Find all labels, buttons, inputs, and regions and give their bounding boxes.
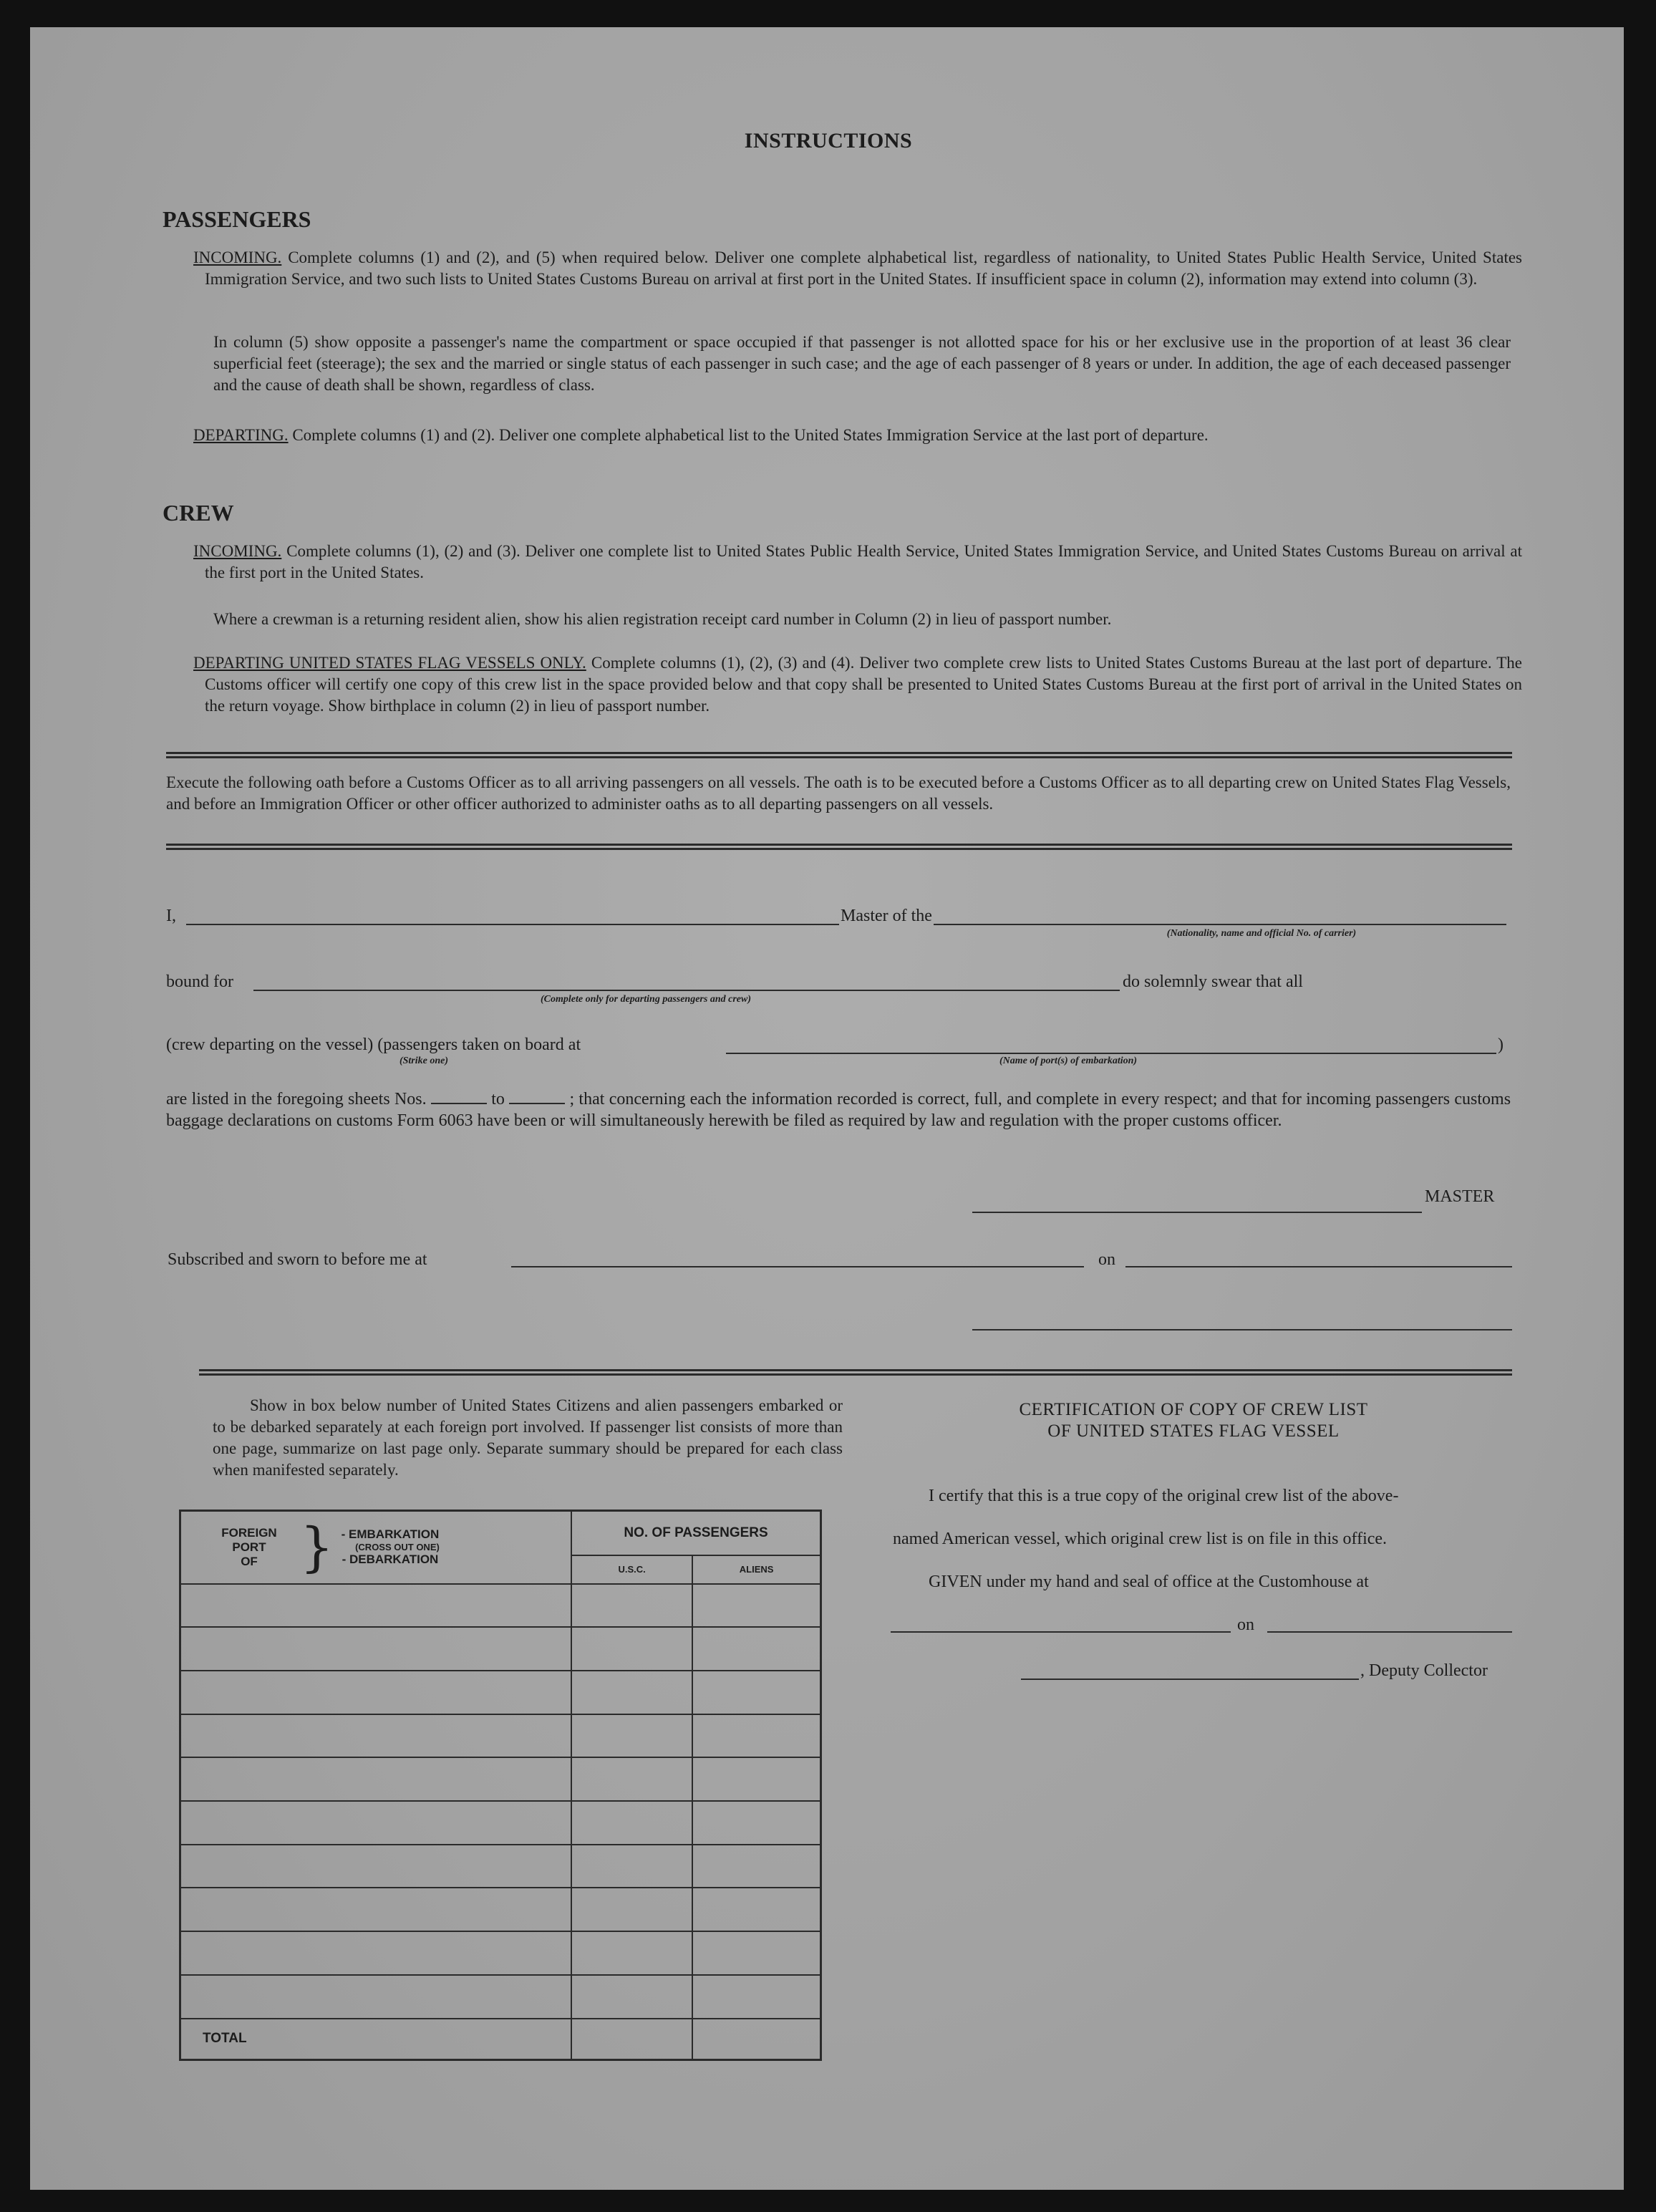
total-row bbox=[180, 2019, 821, 2060]
master-name-field[interactable] bbox=[186, 924, 839, 925]
table-row[interactable] bbox=[180, 1671, 821, 1714]
oath-to-text: to bbox=[491, 1090, 505, 1109]
master-label: MASTER bbox=[1425, 1187, 1495, 1206]
section-heading-crew: CREW bbox=[163, 500, 234, 526]
on-label: on bbox=[1098, 1250, 1115, 1269]
passengers-column5-paragraph: In column (5) show opposite a passenger's name the compartment or space occupied if that passenger is not allotted space for his or her exclusive use in the proportion of at least 36 clear superficial feet (steerage); the sex and the married or single status of each passenger in such case; and the age of each passenger of 8 years or under. In addition, the age of each deceased passenger and the cause of death shall be shown, regardless of class. bbox=[213, 333, 1511, 394]
strike-one-caption: (Strike one) bbox=[399, 1056, 449, 1066]
sworn-date-field[interactable] bbox=[1125, 1266, 1512, 1267]
carrier-field[interactable] bbox=[934, 924, 1506, 925]
master-of-the-label: Master of the bbox=[841, 907, 932, 925]
divider-3 bbox=[199, 1369, 1512, 1376]
crew-incoming-paragraph bbox=[193, 541, 1522, 584]
passengers-incoming-paragraph bbox=[193, 247, 1522, 290]
certification-heading-line-1: CERTIFICATION OF COPY OF CREW LIST bbox=[1019, 1400, 1368, 1419]
table-row[interactable] bbox=[180, 1627, 821, 1671]
cross-out-one-label: (CROSS OUT ONE) bbox=[355, 1542, 440, 1553]
passengers-departing-paragraph bbox=[193, 425, 1522, 446]
crew-passengers-strike-label: (crew departing on the vessel) (passengers taken on board at bbox=[166, 1035, 581, 1054]
do-solemnly-swear-label: do solemnly swear that all bbox=[1123, 972, 1303, 991]
debarkation-label: - DEBARKATION bbox=[342, 1552, 439, 1567]
oath-body-paragraph bbox=[166, 1088, 1511, 1131]
usc-header: U.S.C. bbox=[571, 1555, 692, 1584]
foreign-port-label-1: FOREIGN bbox=[221, 1525, 277, 1540]
bound-for-caption: (Complete only for departing passengers and crew) bbox=[541, 994, 751, 1005]
passenger-summary-table bbox=[179, 1510, 822, 2061]
divider-2 bbox=[166, 844, 1512, 850]
brace-icon: } bbox=[300, 1516, 334, 1578]
certify-given-line: GIVEN under my hand and seal of office at the Customhouse at bbox=[929, 1573, 1369, 1591]
foreign-port-label-2: PORT bbox=[232, 1540, 266, 1554]
oath-body-text: ; that concerning each the information recorded is correct, full, and complete in every respect; and that for incoming passengers customs baggage declarations on customs Form 6063 have been or will simultaneously herewith be filed as required by law and regulation with the proper customs officer. bbox=[166, 1090, 1511, 1130]
certify-on-label: on bbox=[1237, 1615, 1254, 1634]
table-row[interactable] bbox=[180, 1801, 821, 1845]
sworn-at-field[interactable] bbox=[511, 1266, 1084, 1267]
port-of-embarkation-field[interactable] bbox=[726, 1053, 1496, 1054]
embarkation-caption: (Name of port(s) of embarkation) bbox=[999, 1056, 1138, 1066]
deputy-collector-label: , Deputy Collector bbox=[1360, 1661, 1488, 1680]
table-row[interactable] bbox=[180, 1757, 821, 1801]
sheet-to-field[interactable] bbox=[509, 1103, 565, 1104]
table-row[interactable] bbox=[180, 1888, 821, 1931]
crew-departing-label: DEPARTING UNITED STATES FLAG VESSELS ONLY. bbox=[193, 654, 586, 672]
oath-listed-text: are listed in the foregoing sheets Nos. bbox=[166, 1090, 427, 1109]
summary-instructions: Show in box below number of United States Citizens and alien passengers embarked or to be debarked separately at each foreign port involved. If passenger list consists of more than one page, summarize on last page only. Separate summary should be prepared for each class when manifested separately. bbox=[213, 1396, 843, 1479]
oath-instructions-paragraph: Execute the following oath before a Customs Officer as to all arriving passengers on all vessels. The oath is to be executed before a Customs Officer as to all departing crew on United States Flag Vessels, and before an Immigration Officer or other officer authorized to administer oaths as to all departing passengers on all vessels. bbox=[166, 773, 1511, 813]
oath-i-label: I, bbox=[166, 907, 176, 925]
bound-for-field[interactable] bbox=[253, 990, 1120, 991]
crew-incoming-label: INCOMING. bbox=[193, 542, 282, 560]
table-row[interactable] bbox=[180, 1714, 821, 1758]
section-heading-passengers: PASSENGERS bbox=[163, 206, 311, 232]
certification-heading-line-2: OF UNITED STATES FLAG VESSEL bbox=[1047, 1421, 1340, 1441]
certify-line-2: named American vessel, which original crew list is on file in this office. bbox=[893, 1530, 1388, 1548]
officer-signature-line[interactable] bbox=[972, 1329, 1512, 1330]
crew-departing-paragraph bbox=[193, 652, 1522, 717]
passengers-incoming-text: Complete columns (1) and (2), and (5) when required below. Deliver one complete alphabetical list, regardless of nationality, to United States Public Health Service, United States Immigration Service, and two such lists to United States Customs Bureau on arrival at first port in the United States. If insufficient space in column (2), information may extend into column (3). bbox=[205, 248, 1522, 288]
passengers-incoming-label: INCOMING. bbox=[193, 248, 282, 266]
document-sheet bbox=[30, 27, 1624, 2190]
subscribed-sworn-label: Subscribed and sworn to before me at bbox=[168, 1250, 427, 1269]
carrier-field-caption: (Nationality, name and official No. of carrier) bbox=[1166, 928, 1357, 939]
foreign-port-label-3: OF bbox=[241, 1554, 258, 1568]
total-label: TOTAL bbox=[180, 2019, 572, 2060]
passengers-departing-text: Complete columns (1) and (2). Deliver one complete alphabetical list to the United States Immigration Service at the last port of departure. bbox=[292, 426, 1209, 444]
crew-incoming-text: Complete columns (1), (2) and (3). Deliver one complete list to United States Public Health Service, United States Immigration Service, and United States Customs Bureau on arrival at the first port in the United States. bbox=[205, 542, 1523, 581]
total-usc-cell[interactable] bbox=[571, 2019, 692, 2060]
sheet-from-field[interactable] bbox=[431, 1103, 487, 1104]
foreign-port-header-cell bbox=[180, 1511, 572, 1584]
crew-departing-text: Complete columns (1), (2), (3) and (4). Deliver two complete crew lists to United States Customs Bureau at the last port of departure. The Customs officer will certify one copy of this crew list in the space provided below and that copy shall be presented to United States Customs Bureau at the first port of arrival in the United States on the return voyage. Show birthplace in column (2) in lieu of passport number. bbox=[205, 654, 1522, 715]
customhouse-place-field[interactable] bbox=[891, 1631, 1231, 1633]
table-row[interactable] bbox=[180, 1584, 821, 1628]
embarkation-label: - EMBARKATION bbox=[341, 1527, 440, 1542]
bound-for-label: bound for bbox=[166, 972, 233, 991]
table-row[interactable] bbox=[180, 1931, 821, 1975]
page-title: INSTRUCTIONS bbox=[744, 129, 913, 153]
table-row[interactable] bbox=[180, 1845, 821, 1888]
crew-resident-alien-paragraph: Where a crewman is a returning resident alien, show his alien registration receipt card number in Column (2) in lieu of passport number. bbox=[213, 610, 1112, 628]
deputy-collector-signature-line[interactable] bbox=[1021, 1679, 1359, 1680]
divider-1 bbox=[166, 752, 1512, 758]
certify-date-field[interactable] bbox=[1267, 1631, 1512, 1633]
certify-line-1: I certify that this is a true copy of the original crew list of the above- bbox=[929, 1487, 1399, 1505]
passengers-departing-label: DEPARTING. bbox=[193, 426, 289, 444]
master-signature-line[interactable] bbox=[972, 1212, 1422, 1213]
total-aliens-cell[interactable] bbox=[692, 2019, 820, 2060]
certification-heading bbox=[875, 1399, 1512, 1442]
aliens-header: ALIENS bbox=[692, 1555, 820, 1584]
close-paren: ) bbox=[1498, 1035, 1504, 1054]
table-row[interactable] bbox=[180, 1975, 821, 2019]
no-of-passengers-header: NO. OF PASSENGERS bbox=[571, 1511, 820, 1555]
